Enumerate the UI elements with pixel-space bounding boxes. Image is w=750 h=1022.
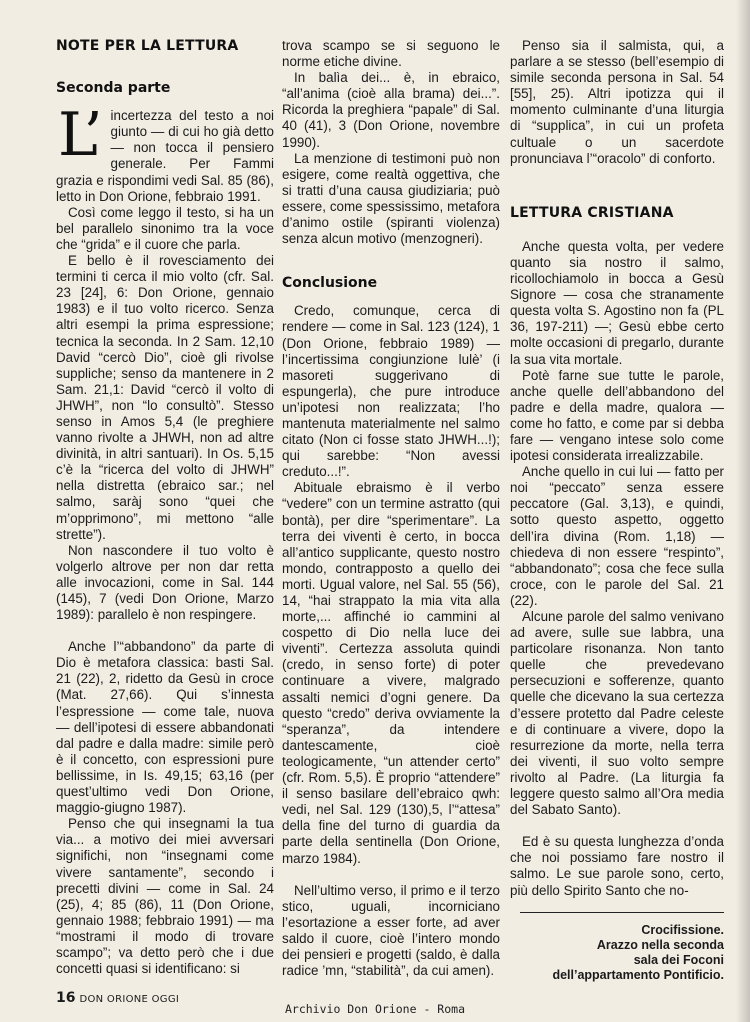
paragraph: L’ incertezza del testo a noi giunto — di cui ho già detto — non tocca il pensiero generale. Per Fammi grazia e rispondimi vedi Sal. 85 (86), letto in Don Orione, febbraio 1991.	[56, 100, 274, 204]
image-caption	[520, 912, 724, 983]
paragraph: trova scampo se si seguono le norme etiche divine.	[282, 38, 500, 70]
subheading-conclusione: Conclusione	[282, 275, 378, 292]
paragraph: Penso sia il salmista, qui, a parlare a se stesso (bell’esempio di simile seconda persona in Sal. 54 [55], 25). Altri ipotizza qui il momento culminante d’una liturgia di “supplica”, in cui un profeta cultuale o un sacerdote pronunciava l’“oracolo” di conforto.	[510, 38, 724, 166]
paragraph: La menzione di testimoni può non esigere, come realtà oggettiva, che si tratti d’una causa giudiziaria; può essere, come spessissimo, metafora d’animo ostile (spiranti violenza) senza alcun motivo (menzogneri).	[282, 150, 500, 247]
magazine-name: DON ORIONE OGGI	[79, 994, 180, 1005]
page-number: 16	[56, 990, 76, 1006]
paragraph: Anche quello in cui lui — fatto per noi “peccato” senza essere peccatore (Gal. 3,13), e quindi, sotto questo aspetto, oggetto dell’ira divina (Rom. 1,18) — chiedeva di non essere “respinto”, “abbandonato”; cosa che fece sulla croce, con le parole del Sal. 21 (22).	[510, 464, 724, 608]
paragraph: Anche questa volta, per vedere quanto sia nostro il salmo, ricollochiamolo in bocca a Gesù Signore — cosa che stranamente questa volta S. Agostino non fa (PL 36, 197-211) —; Gesù ebbe certo molte occasioni di pregarlo, durante la sua vita mortale.	[510, 238, 724, 367]
paragraph: Anche l’“abbandono” da parte di Dio è metafora classica: basti Sal. 21 (22), 2, ridetto da Gesù in croce (Mat. 27,66). Qui s’innesta l’espressione — come tale, nuova — dell’ipotesi di essere abbandonati dal padre e dalla madre: simile però è il concetto, con espressioni pure bellissime, in Is. 49,15; 63,16 (per quest’ultimo vedi Don Orione, maggio-giugno 1987).	[56, 639, 274, 816]
page-edge-shadow	[736, 0, 750, 1022]
section-heading-lettura-cristiana: LETTURA CRISTIANA	[510, 204, 674, 221]
drop-cap: L’	[58, 100, 103, 171]
column-middle	[282, 38, 500, 979]
caption-line: sala dei Foconi	[633, 953, 724, 967]
paragraph: Non nascondere il tuo volto è volgerlo altrove per non dar retta alle invocazioni, come in Sal. 144 (145), 7 (vedi Don Orione, Marzo 1989): parallelo è non respingere.	[56, 542, 274, 623]
paragraph: In balìa dei... è, in ebraico, “all’anima (cioè alla brama) dei...”. Ricorda la preghiera “papale” di Sal. 40 (41), 3 (Don Orione, novembre 1990).	[282, 70, 500, 150]
paragraph: Alcune parole del salmo venivano ad avere, sulle sue labbra, una particolare risonanza. Non tanto quelle che prevedevano persecuzioni e sofferenze, quanto quelle che dicevano la sua certezza d’essere protetto dal Padre celeste e di continuare a vivere, dopo la resurrezione da morte, nella terra dei viventi, il suo volto sempre rivolto al Padre. (La liturgia fa leggere questo salmo all’Ora media del Sabato Santo).	[510, 609, 724, 818]
paragraph: Nell’ultimo verso, il primo e il terzo stico, uguali, incorniciano l’esortazione a esser forte, ad aver saldo il cuore, cioè l’intero mondo dei pensieri e progetti (saldo, è dalla radice ’mn, “stabilità”, da cui amen).	[282, 882, 500, 979]
caption-line: dell’appartamento Pontificio.	[552, 968, 724, 982]
subheading-seconda-parte: Seconda parte	[56, 80, 171, 97]
caption-line: Arazzo nella seconda	[596, 938, 724, 952]
paragraph: Credo, comunque, cerca di rendere — come in Sal. 123 (124), 1 (Don Orione, febbraio 1989) — l’incertissima congiunzione lulè’ (i masoreti suggerivano di espungerla), che pure introduce un’ipotesi non realizzata; l’ho mantenuta materialmente nel salmo citato (Non ci fosse stato JHWH...!); qui sarebbe: “Non avessi creduto...!”.	[282, 303, 500, 480]
archive-stamp: Archivio Don Orione - Roma	[284, 1002, 465, 1016]
paragraph: Abituale ebraismo è il verbo “vedere” con un termine astratto (qui bontà), per dire “sperimentare”. La terra dei viventi è certo, in bocca all’antico supplicante, questo nostro mondo, contrapposto a quello dei morti. Ugual valore, nel Sal. 55 (56), 14, “hai strappato la mia vita alla morte,... affinché io cammini al cospetto di Dio nella luce dei viventi”. Certezza assoluta quindi (credo, in senso forte) di poter continuare a vivere, malgrado assalti nemici d’ogni genere. Da questo “credo” deriva ovviamente la “speranza”, da intendere dantescamente, cioè teologicamente, “un attender certo” (cfr. Rom. 5,5). È proprio “attendere” il senso basilare dell’ebraico qwh: vedi, nel Sal. 129 (130),5, l’“attesa” della fine del turno di guardia da parte della sentinella (Don Orione, marzo 1984).	[282, 480, 500, 866]
column-right	[510, 38, 724, 899]
paragraph: E bello è il rovesciamento dei termini ti cerca il mio volto (cfr. Sal. 23 [24], 6: Don Orione, gennaio 1983) e il tuo volto ricerco. Senza altri esempi la prima espressione; tecnica la seconda. In 2 Sam. 12,10 David “cercò Dio”, cioè gli rivolse suppliche; senso da mantenere in 2 Sam. 21,1: David “cercò il volto di JHWH”, non “lo consultò”. Stesso senso in Amos 5,4 (le preghiere vanno rivolte a JHWH, non ad altre divinità, in altri santuari). In Os. 5,15 c’è la “ricerca del volto di JHWH” nella distretta (ebraico sar.; nel salmo, saràj sono “quei che m’opprimono”, mi mettono “alle strette”).	[56, 253, 274, 542]
paragraph: Potè farne sue tutte le parole, anche quelle dell’abbandono del padre e della madre, qualora — come ho fatto, e come par si debba fare — vengano intese solo come ipotesi considerata irrealizzabile.	[510, 367, 724, 464]
caption-line: Crocifissione.	[641, 923, 724, 937]
column-left	[56, 38, 274, 977]
paragraph: Così come leggo il testo, si ha un bel parallelo sinonimo tra la voce che “grida” e il cuore che parla.	[56, 204, 274, 252]
paragraph: Ed è su questa lunghezza d’onda che noi possiamo fare nostro il salmo. Le sue parole sono, certo, più dello Spirito Santo che no-	[510, 834, 724, 898]
paragraph: Penso che qui insegnami la tua via... a motivo dei miei avversari significhi, non “insegnami come vivere santamente”, secondo i precetti divini — come in Sal. 24 (25), 4; 85 (86), 11 (Don Orione, gennaio 1988; febbraio 1991) — ma “mostrami il modo di trovare scampo”; va detto però che i due concetti quasi si identificano: si	[56, 816, 274, 977]
section-heading-note: NOTE PER LA LETTURA	[56, 38, 239, 54]
